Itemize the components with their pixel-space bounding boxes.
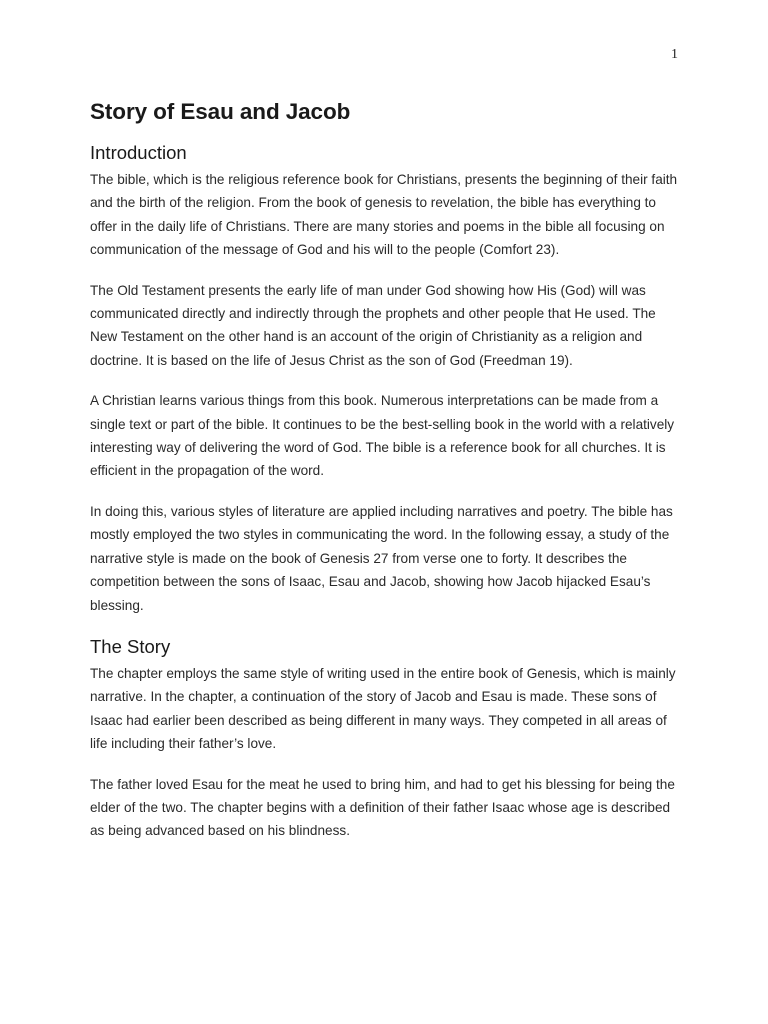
paragraph: In doing this, various styles of literature are applied including narratives and poetry. The bible has mostly employed the two styles in communicating the word. In the following essay, a study of the narrative style is made on the book of Genesis 27 from verse one to forty. It describes the competition between the sons of Isaac, Esau and Jacob, showing how Jacob hijacked Esau’s blessing. xyxy=(90,503,673,613)
paragraph: A Christian learns various things from this book. Numerous interpretations can be made from a single text or part of the bible. It continues to be the best-selling book in the world with a relatively interesting way of delivering the word of God. The bible is a reference book for all churches. It is efficient in the propagation of the word. xyxy=(90,393,675,479)
paragraph: The bible, which is the religious reference book for Christians, presents the beginning of their faith and the birth of the religion. From the book of genesis to revelation, the bible has everything to offer in the daily life of Christians. There are many stories and poems in the bible all focusing on communication of the message of God and his will to the people (Comfort 23). xyxy=(90,172,678,258)
paragraph: The father loved Esau for the meat he used to bring him, and had to get his blessing for being the elder of the two. The chapter begins with a definition of their father Isaac whose age is described as being advanced based on his blindness. xyxy=(90,776,675,839)
section-heading-introduction: Introduction xyxy=(90,142,187,163)
document-body xyxy=(90,96,678,860)
paragraph: The chapter employs the same style of writing used in the entire book of Genesis, which is mainly narrative. In the chapter, a continuation of the story of Jacob and Esau is made. These sons of Isaac had earlier been described as being different in many ways. They competed in all areas of life including their father’s love. xyxy=(90,665,676,752)
document-title: Story of Esau and Jacob xyxy=(90,99,351,124)
section-heading-the-story: The Story xyxy=(90,635,171,657)
paragraph: The Old Testament presents the early life of man under God showing how His (God) will was communicated directly and indirectly through the prophets and other people that He used. The New Testament on the other hand is an account of the origin of Christianity as a religion and doctrine. It is based on the life of Jesus Christ as the son of God (Freedman 19). xyxy=(90,282,656,368)
section-introduction xyxy=(90,140,678,617)
section-the-story xyxy=(90,634,678,843)
page-number: 1 xyxy=(671,47,678,62)
